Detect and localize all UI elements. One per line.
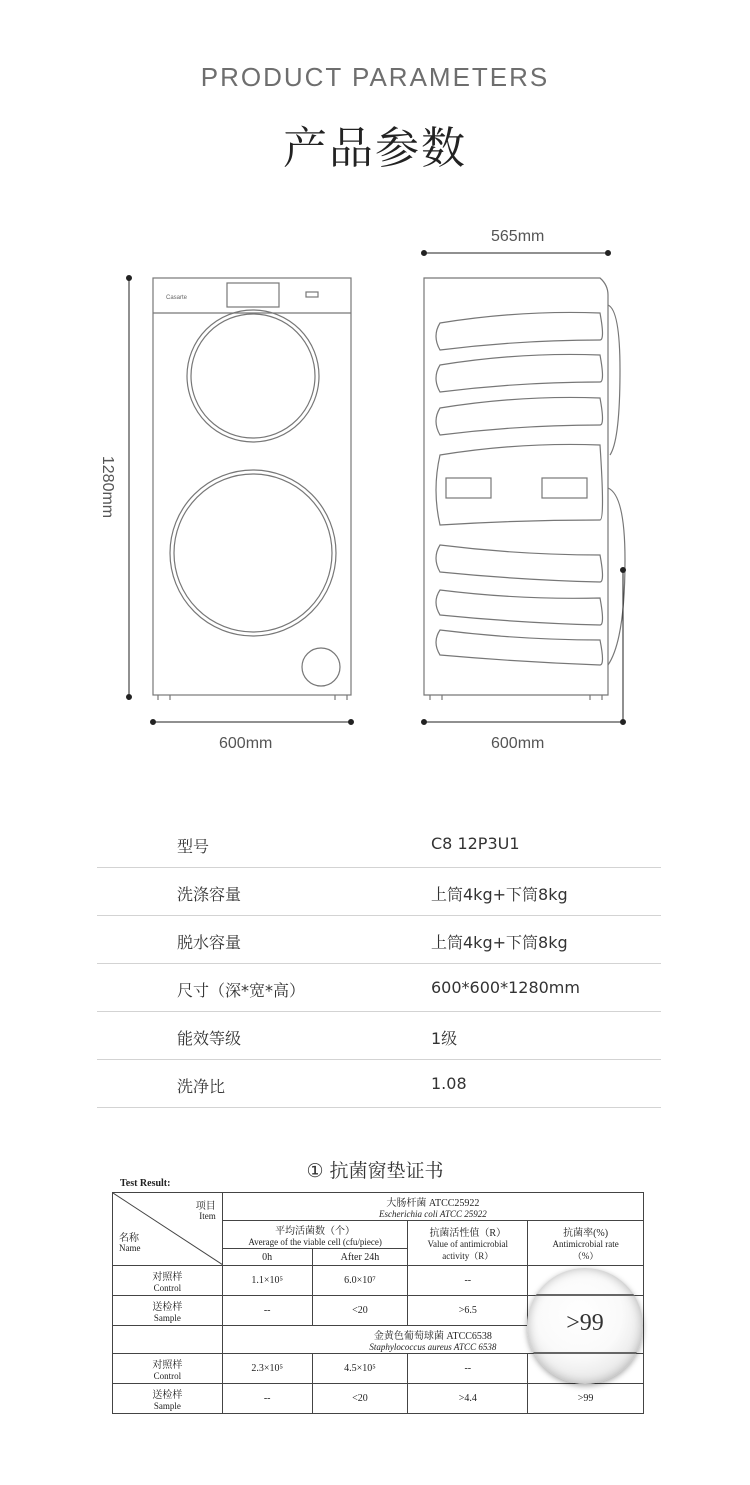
spec-value: 600*600*1280mm — [431, 978, 580, 997]
spec-row-wash-capacity — [97, 868, 661, 916]
spec-row-energy-grade — [97, 1012, 661, 1060]
col-activity-en1: Value of antimicrobial — [427, 1239, 509, 1249]
row-label-cn: 对照样 — [152, 1272, 183, 1283]
cell-24h: <20 — [312, 1296, 408, 1326]
spec-label: 洗涤容量 — [177, 885, 242, 904]
side-handle-left — [446, 478, 491, 498]
heading-chinese: 产品参数 — [283, 123, 467, 174]
spec-label: 型号 — [177, 837, 210, 856]
spec-table — [97, 820, 661, 1108]
col-viable-cell — [222, 1221, 408, 1249]
col-activity-en2: activity（R） — [442, 1251, 494, 1261]
spec-label: 脱水容量 — [177, 933, 242, 952]
spec-value: C8 12P3U1 — [431, 834, 520, 853]
organism-1-en: Escherichia coli ATCC 25922 — [379, 1209, 487, 1219]
cell-0h: -- — [222, 1296, 312, 1326]
header-item-en: Item — [199, 1211, 216, 1221]
spec-row-spin-capacity — [97, 916, 661, 964]
cell-activity: -- — [408, 1354, 528, 1384]
col-viable-cn: 平均活菌数（个） — [275, 1226, 356, 1237]
col-rate-cell — [528, 1221, 644, 1266]
row-label-en: Control — [153, 1371, 182, 1381]
spec-row-model — [97, 820, 661, 868]
row-label-cn: 送检样 — [152, 1390, 183, 1401]
col-rate-en: Antimicrobial rate — [552, 1239, 619, 1249]
dim-label-top: 565mm — [491, 228, 545, 245]
control-screen — [227, 283, 279, 307]
lower-drum-door — [170, 470, 336, 636]
header-item-cn: 项目 — [195, 1201, 216, 1212]
magnified-value: >99 — [566, 1310, 604, 1336]
sub-24h: After 24h — [312, 1249, 408, 1266]
row-label-en: Sample — [153, 1313, 181, 1323]
spec-label: 尺寸（深*宽*高） — [177, 981, 306, 1000]
dim-label-height: 1280mm — [99, 455, 117, 519]
header-name-cn: 名称 — [119, 1233, 139, 1244]
organism-1-cn: 大肠杆菌 ATCC25922 — [386, 1198, 480, 1209]
spec-row-dimensions — [97, 964, 661, 1012]
cell-0h: -- — [222, 1384, 312, 1414]
cell-activity: >6.5 — [408, 1296, 528, 1326]
sub-0h: 0h — [222, 1249, 312, 1266]
side-handle-right — [542, 478, 587, 498]
power-button — [306, 292, 318, 297]
col-rate-cn: 抗菌率(%) — [563, 1228, 609, 1239]
organism-1-cell — [222, 1193, 643, 1221]
header-name-en: Name — [119, 1243, 141, 1253]
row-label-en: Control — [153, 1283, 182, 1293]
row-label-cn: 对照样 — [152, 1360, 183, 1371]
heading-english: PRODUCT PARAMETERS — [200, 62, 550, 92]
organism-2-en: Staphylococcus aureus ATCC 6538 — [369, 1342, 497, 1352]
dim-label-front-width: 600mm — [219, 735, 273, 752]
col-activity-cell — [408, 1221, 528, 1266]
col-viable-en: Average of the viable cell (cfu/piece) — [248, 1237, 382, 1247]
magnifier-lens — [527, 1268, 643, 1384]
spec-label: 能效等级 — [177, 1029, 242, 1048]
organism-2-cn: 金黄色葡萄球菌 ATCC6538 — [373, 1331, 492, 1342]
table-row — [113, 1384, 644, 1414]
cell-0h: 2.3×10⁵ — [222, 1354, 312, 1384]
spec-label: 洗净比 — [177, 1077, 226, 1096]
filter-knob — [302, 648, 340, 686]
spec-row-wash-ratio — [97, 1060, 661, 1108]
row-label-en: Sample — [153, 1401, 181, 1411]
upper-drum-door — [187, 310, 319, 442]
col-rate-unit: （%） — [572, 1251, 599, 1261]
cell-24h: 6.0×10⁷ — [312, 1266, 408, 1296]
cell-rate: >99 — [528, 1384, 644, 1414]
test-result-label: Test Result: — [120, 1178, 171, 1189]
cell-0h: 1.1×10⁵ — [222, 1266, 312, 1296]
dim-label-side-depth: 600mm — [491, 735, 545, 752]
spec-value: 1级 — [431, 1029, 458, 1048]
cell-24h: 4.5×10⁵ — [312, 1354, 408, 1384]
certificate-title: ① 抗菌窗垫证书 — [306, 1160, 444, 1182]
brand-logo: Casarte — [166, 295, 188, 301]
spec-value: 上筒4kg+下筒8kg — [431, 933, 568, 952]
spec-value: 上筒4kg+下筒8kg — [431, 885, 568, 904]
col-activity-cn: 抗菌活性值（R） — [429, 1228, 507, 1239]
cell-24h: <20 — [312, 1384, 408, 1414]
spec-value: 1.08 — [431, 1074, 467, 1093]
side-ribs — [436, 312, 603, 665]
header-corner-cell — [113, 1193, 223, 1266]
cell-activity: -- — [408, 1266, 528, 1296]
row-label-cn: 送检样 — [152, 1302, 183, 1313]
cell-activity: >4.4 — [408, 1384, 528, 1414]
